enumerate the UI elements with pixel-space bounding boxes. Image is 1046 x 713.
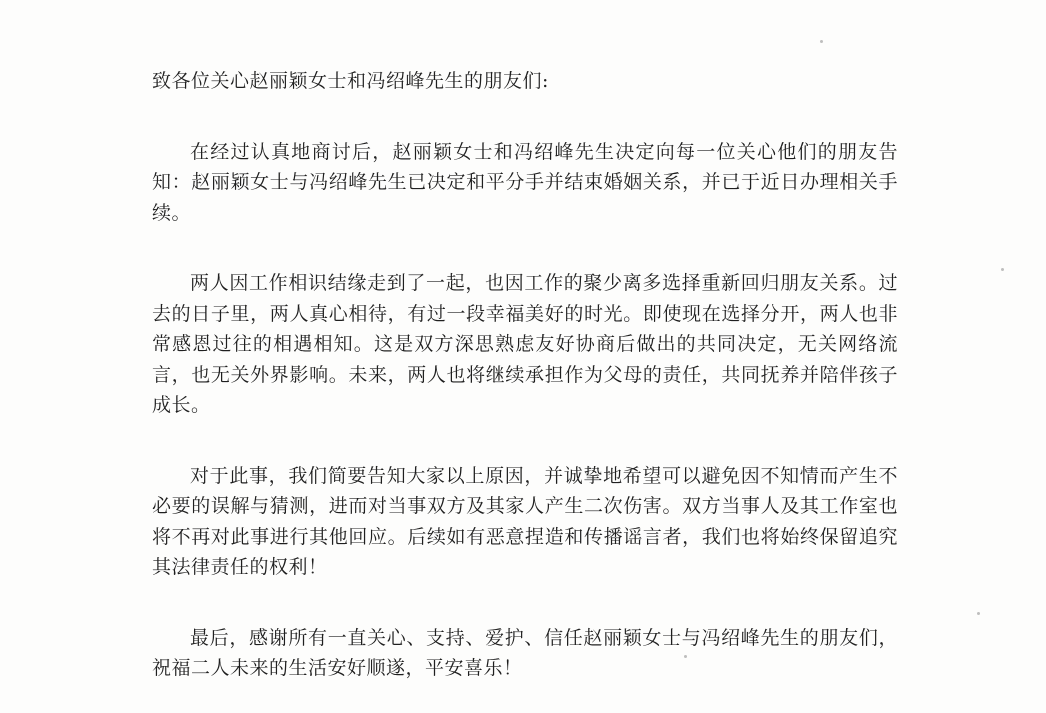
letter-paragraph: 对于此事，我们简要告知大家以上原因，并诚挚地希望可以避免因不知情而产生不必要的误解与猜测，进而对当事双方及其家人产生二次伤害。双方当事人及其工作室也将不再对此事进行其他回应。后续如有恶意捏造和传播谣言者，我们也将始终保留追究其法律责任的权利！ [152, 464, 898, 578]
scan-speck [977, 612, 980, 615]
letter-paragraph: 最后，感谢所有一直关心、支持、爱护、信任赵丽颖女士与冯绍峰先生的朋友们，祝福二人未来的生活安好顺遂，平安喜乐！ [152, 626, 898, 679]
statement-letter [152, 66, 898, 684]
letter-paragraph: 在经过认真地商讨后，赵丽颖女士和冯绍峰先生决定向每一位关心他们的朋友告知：赵丽颖女士与冯绍峰先生已决定和平分手并结束婚姻关系，并已于近日办理相关手续。 [152, 140, 898, 224]
scan-speck [1001, 268, 1004, 271]
letter-paragraph: 两人因工作相识结缘走到了一起，也因工作的聚少离多选择重新回归朋友关系。过去的日子里，两人真心相待，有过一段幸福美好的时光。即使现在选择分开，两人也非常感恩过往的相遇相知。这是双方深思熟虑友好协商后做出的共同决定，无关网络流言，也无关外界影响。未来，两人也将继续承担作为父母的责任，共同抚养并陪伴孩子成长。 [152, 272, 898, 416]
letter-salutation: 致各位关心赵丽颖女士和冯绍峰先生的朋友们: [152, 70, 549, 92]
scan-speck [820, 40, 823, 43]
